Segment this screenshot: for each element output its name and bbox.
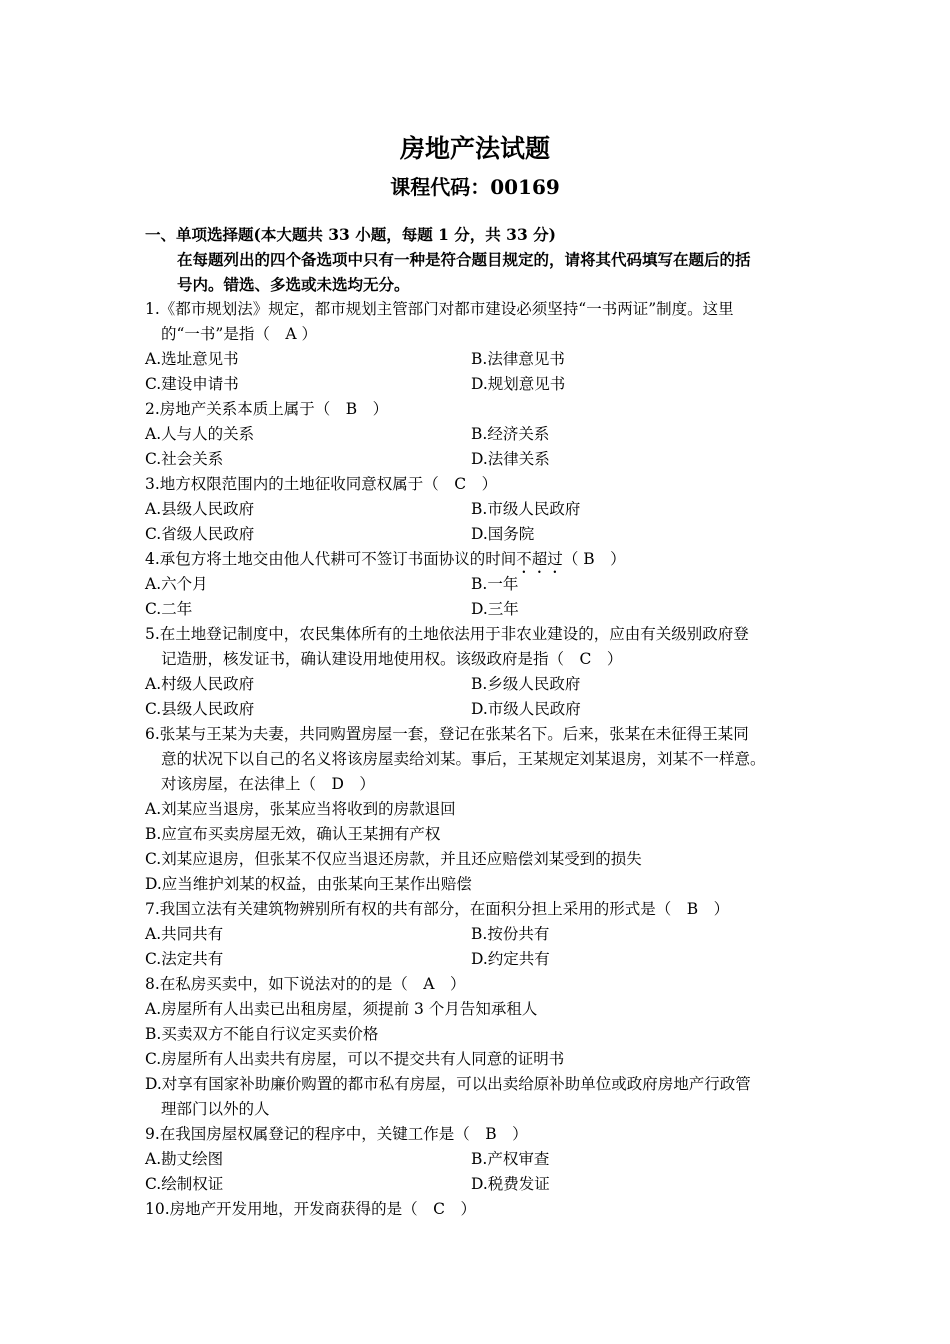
question-text: 8.在私房买卖中，如下说法对的的是（ A ） (145, 975, 466, 993)
option: C.刘某应退房，但张某不仅应当退还房款，并且还应赔偿刘某受到的损失 (145, 850, 642, 868)
option: B.市级人民政府 (471, 500, 581, 518)
question-text: 10.房地产开发用地，开发商获得的是（ C ） (145, 1200, 477, 1218)
section-instruction: 在每题列出的四个备选项中只有一种是符合题目规定的，请将其代码填写在题后的括 (177, 250, 751, 269)
option: A.人与人的关系 (145, 425, 255, 443)
course-code: 课程代码：00169 (390, 175, 560, 199)
question (145, 1197, 825, 1222)
option: D.应当维护刘某的权益，由张某向王某作出赔偿 (145, 875, 472, 893)
question (145, 897, 825, 972)
emphasized-text: 不超过 (516, 550, 563, 568)
option: B.经济关系 (471, 425, 550, 443)
option: D.税费发证 (471, 1175, 550, 1193)
option: C.绘制权证 (145, 1175, 224, 1193)
section-heading: 一、单项选择题(本大题共 33 小题，每题 1 分，共 33 分) (145, 225, 556, 244)
question (145, 297, 825, 397)
option: D.规划意见书 (471, 375, 566, 393)
question (145, 972, 825, 1122)
option: A.房屋所有人出卖已出租房屋，须提前 3 个月告知承租人 (145, 1000, 538, 1018)
option: C.社会关系 (145, 450, 224, 468)
option: A.六个月 (145, 575, 208, 593)
question-text-part: （ B ） (562, 550, 626, 568)
option: D.约定共有 (471, 950, 550, 968)
question (145, 472, 825, 547)
question-text: 1.《都市规划法》规定，都市规划主管部门对都市建设必须坚持“一书两证”制度。这里 (145, 300, 734, 318)
question-text: 6.张某与王某为夫妻，共同购置房屋一套，登记在张某名下。后来，张某在未征得王某同 (145, 725, 749, 743)
question-text: 的“一书”是指（ A ） (161, 325, 317, 343)
question-text-part: 4.承包方将土地交由他人代耕可不签订书面协议的时间 (145, 550, 517, 568)
exam-content (145, 222, 825, 1222)
option: B.买卖双方不能自行议定买卖价格 (145, 1025, 379, 1043)
question-text: 意的状况下以自己的名义将该房屋卖给刘某。事后，王某规定刘某退房，刘某不一样意。 (161, 750, 766, 768)
option: B.法律意见书 (471, 350, 565, 368)
question (145, 547, 825, 622)
option: A.刘某应当退房，张某应当将收到的房款退回 (145, 800, 456, 818)
option: C.法定共有 (145, 950, 224, 968)
question (145, 722, 825, 897)
option: B.产权审查 (471, 1150, 550, 1168)
option: A.县级人民政府 (145, 500, 255, 518)
option: C.县级人民政府 (145, 700, 255, 718)
section-instruction: 号内。错选、多选或未选均无分。 (177, 275, 410, 294)
option: B.乡级人民政府 (471, 675, 581, 693)
question-text: 2.房地产关系本质上属于（ B ） (145, 400, 389, 418)
question-text: 对该房屋，在法律上（ D ） (161, 775, 375, 793)
option: C.省级人民政府 (145, 525, 255, 543)
question-text: 7.我国立法有关建筑物辨别所有权的共有部分，在面积分担上采用的形式是（ B ） (145, 900, 730, 918)
option: D.对享有国家补助廉价购置的都市私有房屋，可以出卖给原补助单位或政府房地产行政管 (145, 1075, 751, 1093)
option: B.一年 (471, 575, 519, 593)
option: C.建设申请书 (145, 375, 239, 393)
option: A.共同共有 (145, 925, 224, 943)
option: A.选址意见书 (145, 350, 239, 368)
option: A.村级人民政府 (145, 675, 255, 693)
question (145, 397, 825, 472)
option: C.房屋所有人出卖共有房屋，可以不提交共有人同意的证明书 (145, 1050, 565, 1068)
option: D.法律关系 (471, 450, 550, 468)
option: A.勘丈绘图 (145, 1150, 224, 1168)
question-text: 9.在我国房屋权属登记的程序中，关键工作是（ B ） (145, 1125, 528, 1143)
option: D.国务院 (471, 525, 535, 543)
question-text: 3.地方权限范围内的土地征收同意权属于（ C ） (145, 475, 498, 493)
option-continuation: 理部门以外的人 (161, 1100, 270, 1118)
question (145, 622, 825, 722)
question-text: 记造册，核发证书，确认建设用地使用权。该级政府是指（ C ） (161, 650, 623, 668)
question-text (145, 547, 825, 572)
option: D.三年 (471, 600, 519, 618)
page-title: 房地产法试题 (399, 134, 550, 163)
question-text: 5.在土地登记制度中，农民集体所有的土地依法用于非农业建设的，应由有关级别政府登 (145, 625, 749, 643)
question (145, 1122, 825, 1197)
option: B.按份共有 (471, 925, 550, 943)
option: B.应宣布买卖房屋无效，确认王某拥有产权 (145, 825, 441, 843)
option: D.市级人民政府 (471, 700, 581, 718)
option: C.二年 (145, 600, 193, 618)
